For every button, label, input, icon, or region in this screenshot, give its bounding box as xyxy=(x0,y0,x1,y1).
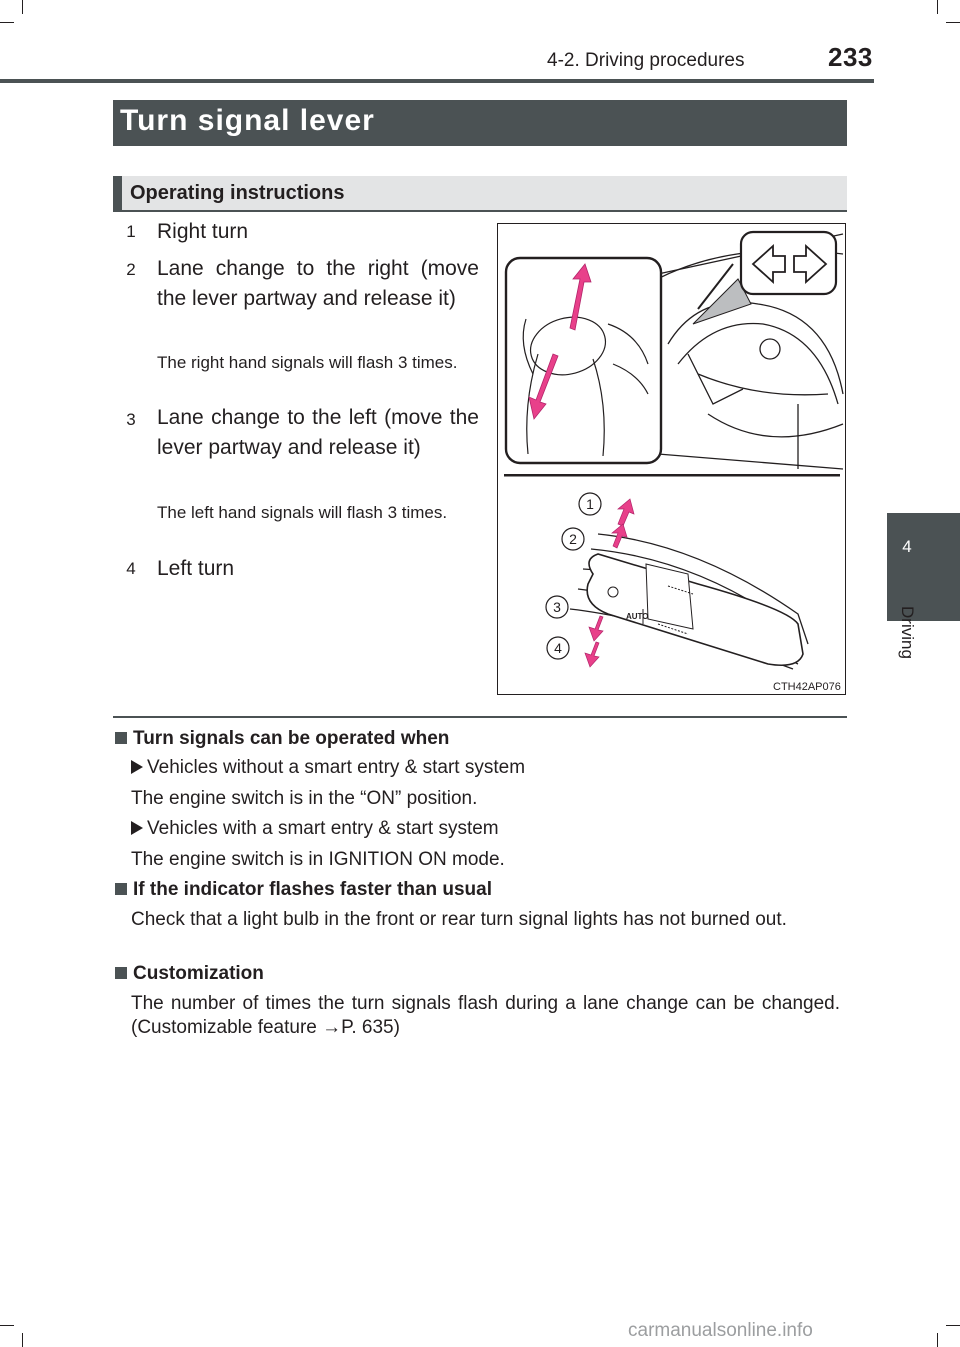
triangle-bullet-icon xyxy=(131,760,143,774)
item-note: The right hand signals will flash 3 times. xyxy=(157,353,458,372)
note-heading-text: Turn signals can be operated when xyxy=(133,728,450,749)
crop-mark xyxy=(0,22,14,23)
note-body: The number of times the turn signals flash during a lane change can be changed. (Customizable feature →P. 635) xyxy=(131,993,840,1038)
note-body: The engine switch is in the “ON” position. xyxy=(131,788,478,809)
section-header: 4-2. Driving procedures xyxy=(547,50,745,71)
item-number: 1 xyxy=(126,222,136,241)
crop-mark xyxy=(946,1325,960,1326)
square-bullet-icon xyxy=(115,883,127,895)
note-heading-text: Customization xyxy=(133,963,264,984)
note-heading xyxy=(115,963,264,985)
callout-4: 4 xyxy=(554,640,562,656)
note-subitem-text: Vehicles without a smart entry & start system xyxy=(147,757,526,778)
triangle-bullet-icon xyxy=(131,821,143,835)
item-text: Lane change to the left (move the lever partway and release it) xyxy=(157,406,479,459)
square-bullet-icon xyxy=(115,967,127,979)
callout-2: 2 xyxy=(569,531,577,547)
square-bullet-icon xyxy=(115,732,127,744)
watermark[interactable]: carmanualsonline.info xyxy=(628,1320,813,1341)
note-body: Check that a light bulb in the front or rear turn signal lights has not burned out. xyxy=(131,909,787,930)
note-subitem xyxy=(131,757,525,779)
callout-3: 3 xyxy=(553,599,561,615)
item-text: Lane change to the right (move the lever partway and release it) xyxy=(157,257,479,310)
chapter-number: 4 xyxy=(902,537,912,556)
crop-mark xyxy=(937,1333,938,1347)
figure-code: CTH42AP076 xyxy=(773,681,841,693)
subheading: Operating instructions xyxy=(130,182,345,204)
turn-signal-illustration xyxy=(498,224,845,694)
subheading-rule xyxy=(113,210,847,212)
section-rule xyxy=(113,716,847,718)
header-rule xyxy=(0,79,874,83)
note-body: The engine switch is in IGNITION ON mode. xyxy=(131,849,505,870)
chapter-tab xyxy=(887,513,960,621)
item-number: 2 xyxy=(126,260,136,279)
item-number: 3 xyxy=(126,410,136,429)
page-title: Turn signal lever xyxy=(120,104,375,137)
crop-mark xyxy=(937,0,938,14)
item-text: Left turn xyxy=(157,557,235,580)
note-heading-text: If the indicator flashes faster than usual xyxy=(133,879,492,900)
crop-mark xyxy=(22,1333,23,1347)
note-subitem xyxy=(131,818,499,840)
crop-mark xyxy=(946,22,960,23)
lever-auto-label: AUTO xyxy=(626,612,649,621)
item-number: 4 xyxy=(126,559,136,578)
crop-mark xyxy=(0,1325,14,1326)
crop-mark xyxy=(22,0,23,14)
note-heading xyxy=(115,728,449,750)
chapter-label: Driving xyxy=(898,606,917,659)
note-subitem-text: Vehicles with a smart entry & start system xyxy=(147,818,499,839)
callout-1: 1 xyxy=(586,496,594,512)
item-note: The left hand signals will flash 3 times. xyxy=(157,503,448,522)
item-text: Right turn xyxy=(157,220,249,243)
note-heading xyxy=(115,879,492,901)
page-number: 233 xyxy=(828,42,873,72)
turn-signal-figure xyxy=(497,223,846,695)
